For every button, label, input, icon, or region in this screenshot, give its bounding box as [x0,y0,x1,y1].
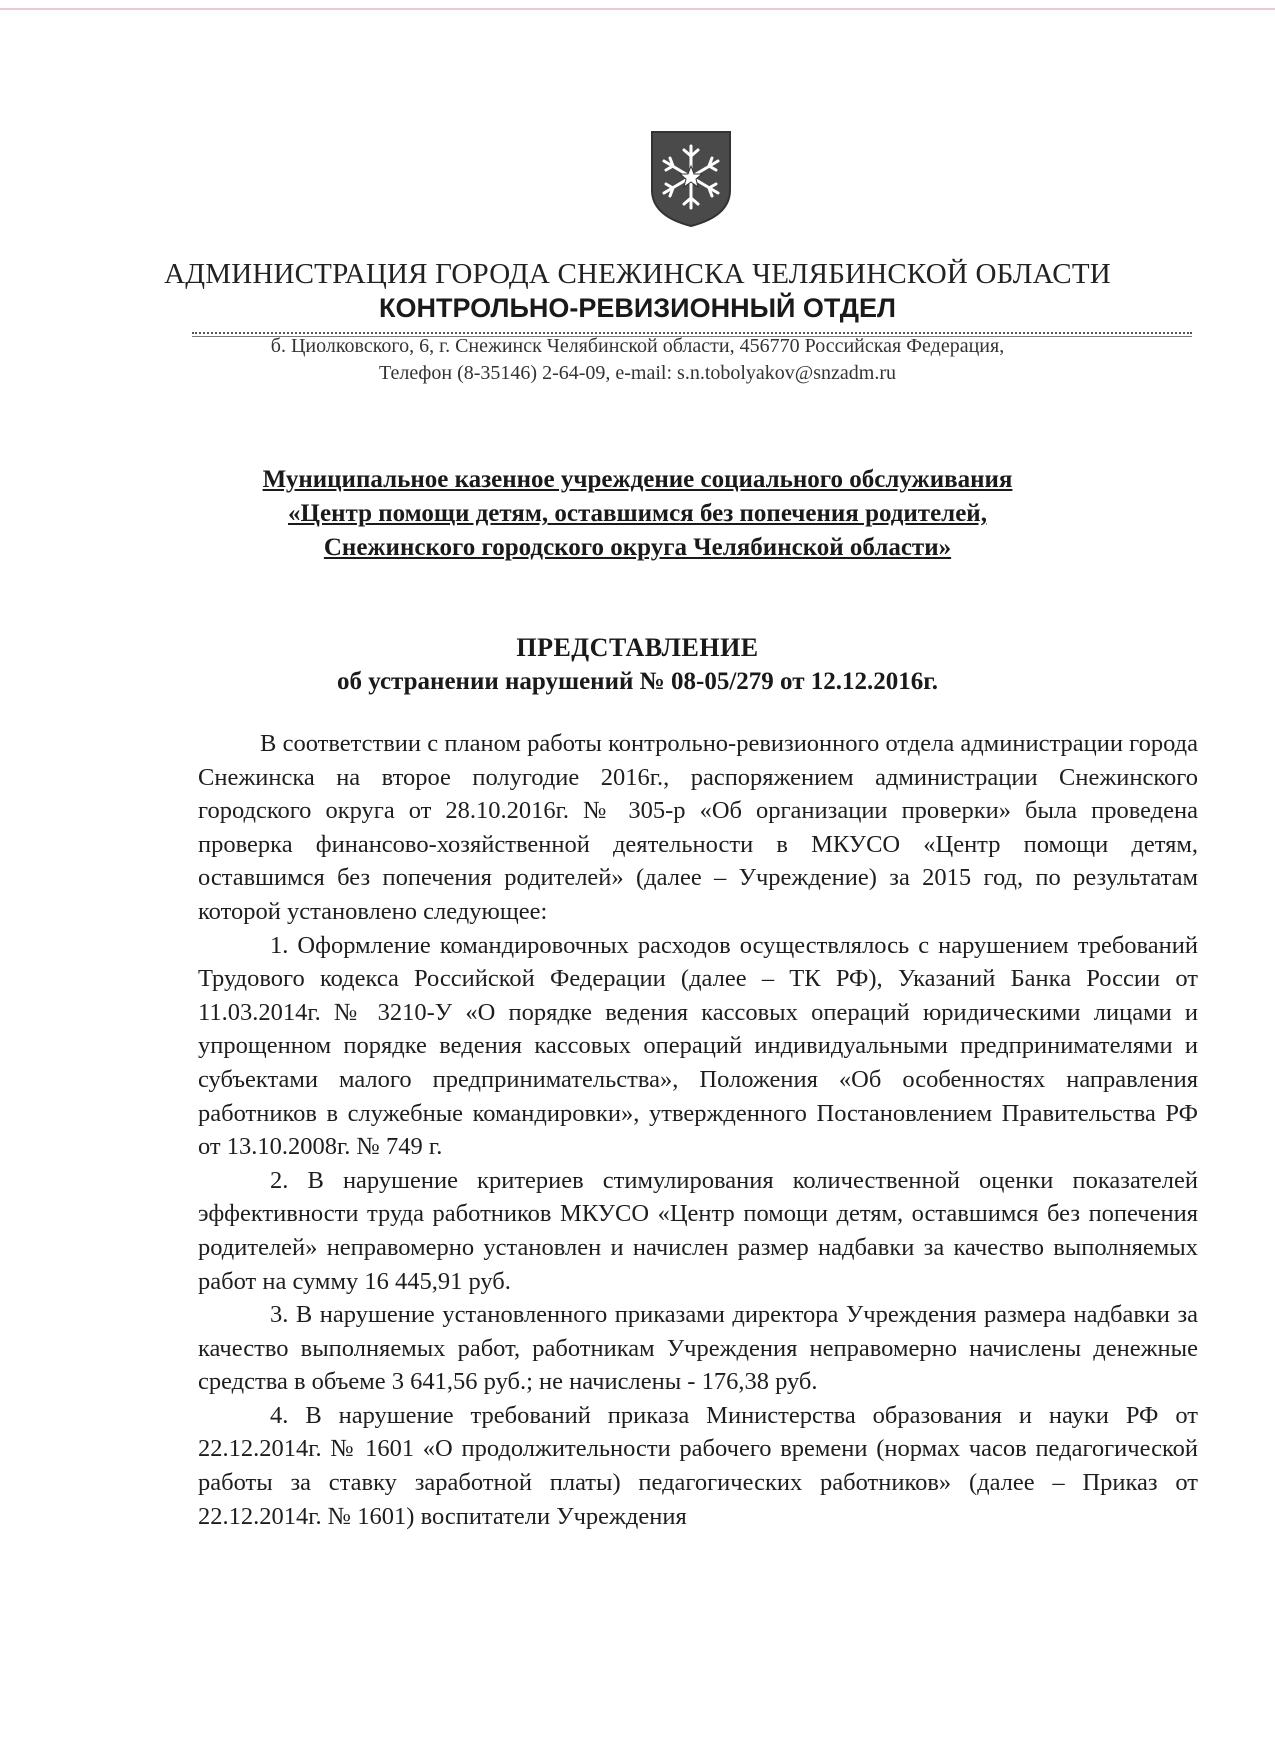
header-dotted-rule [192,332,1192,334]
org-title: АДМИНИСТРАЦИЯ ГОРОДА СНЕЖИНСКА ЧЕЛЯБИНСКОЙ ОБЛАСТИ [164,258,1111,290]
address-line: б. Циолковского, 6, г. Снежинск Челябинской области, 456770 Российская Федерация, [270,335,1005,357]
finding-item-4: 4. В нарушение требований приказа Министерства образования и науки РФ от 22.12.2014г. № 1601 «О продолжительности рабочего времени (нормах часов педагогической работы за ставку заработной платы) педагогических работников» (далее – Приказ от 22.12.2014г. № 1601) воспитатели Учреждения [198,1401,1198,1530]
intro-paragraph: В соответствии с планом работы контрольно-ревизионного отдела администрации города Снежинска на второе полугодие 2016г., распоряжением администрации Снежинского городского округа от 28.10.2016г. № 305-р «Об организации проверки» была проведена проверка финансово-хозяйственной деятельности в МКУСО «Центр помощи детям, оставшимся без попечения родителей» (далее – Учреждение) за 2015 год, по результатам которой установлено следующее: [198,730,1198,925]
finding-item-3: 3. В нарушение установленного приказами директора Учреждения размера надбавки за качество выполняемых работ, работникам Учреждения неправомерно начислены денежные средства в объеме 3 641,56 руб.; не начислены - 176,38 руб. [198,1301,1198,1396]
finding-item-1: 1. Оформление командировочных расходов осуществлялось с нарушением требований Трудового кодекса Российской Федерации (далее – ТК РФ), Указаний Банка России от 11.03.2014г. № 3210-У «О порядке ведения кассовых операций юридическими лицами и упрощенном порядке ведения кассовых операций индивидуальными предпринимателями и субъектами малого предпринимательства», Положения «Об особенностях направления работников в служебные командировки», утвержденного Постановлением Правительства РФ от 13.10.2008г. № 749 г. [198,931,1198,1161]
top-edge-line [0,8,1275,10]
recipient-block [0,463,1275,565]
document-title: ПРЕДСТАВЛЕНИЕ [516,633,759,662]
snowflake-star-coat-of-arms-icon [648,128,734,228]
document-body [198,727,1198,1533]
recipient-line: Снежинского городского округа Челябинской области» [323,534,952,561]
finding-item-2: 2. В нарушение критериев стимулирования количественной оценки показателей эффективности труда работников МКУСО «Центр помощи детям, оставшимся без попечения родителей» неправомерно установлен и начислен размер надбавки за качество выполняемых работ на сумму 16 445,91 руб. [198,1166,1198,1295]
contact-line: Телефон (8-35146) 2-64-09, e-mail: s.n.tobolyakov@snzadm.ru [379,362,896,384]
recipient-line: «Центр помощи детям, оставшимся без попечения родителей, [288,500,987,527]
department-title: КОНТРОЛЬНО-РЕВИЗИОННЫЙ ОТДЕЛ [379,293,896,323]
document-subtitle: об устранении нарушений № 08-05/279 от 12.12.2016г. [336,668,939,695]
recipient-line: Муниципальное казенное учреждение социального обслуживания [262,466,1013,493]
